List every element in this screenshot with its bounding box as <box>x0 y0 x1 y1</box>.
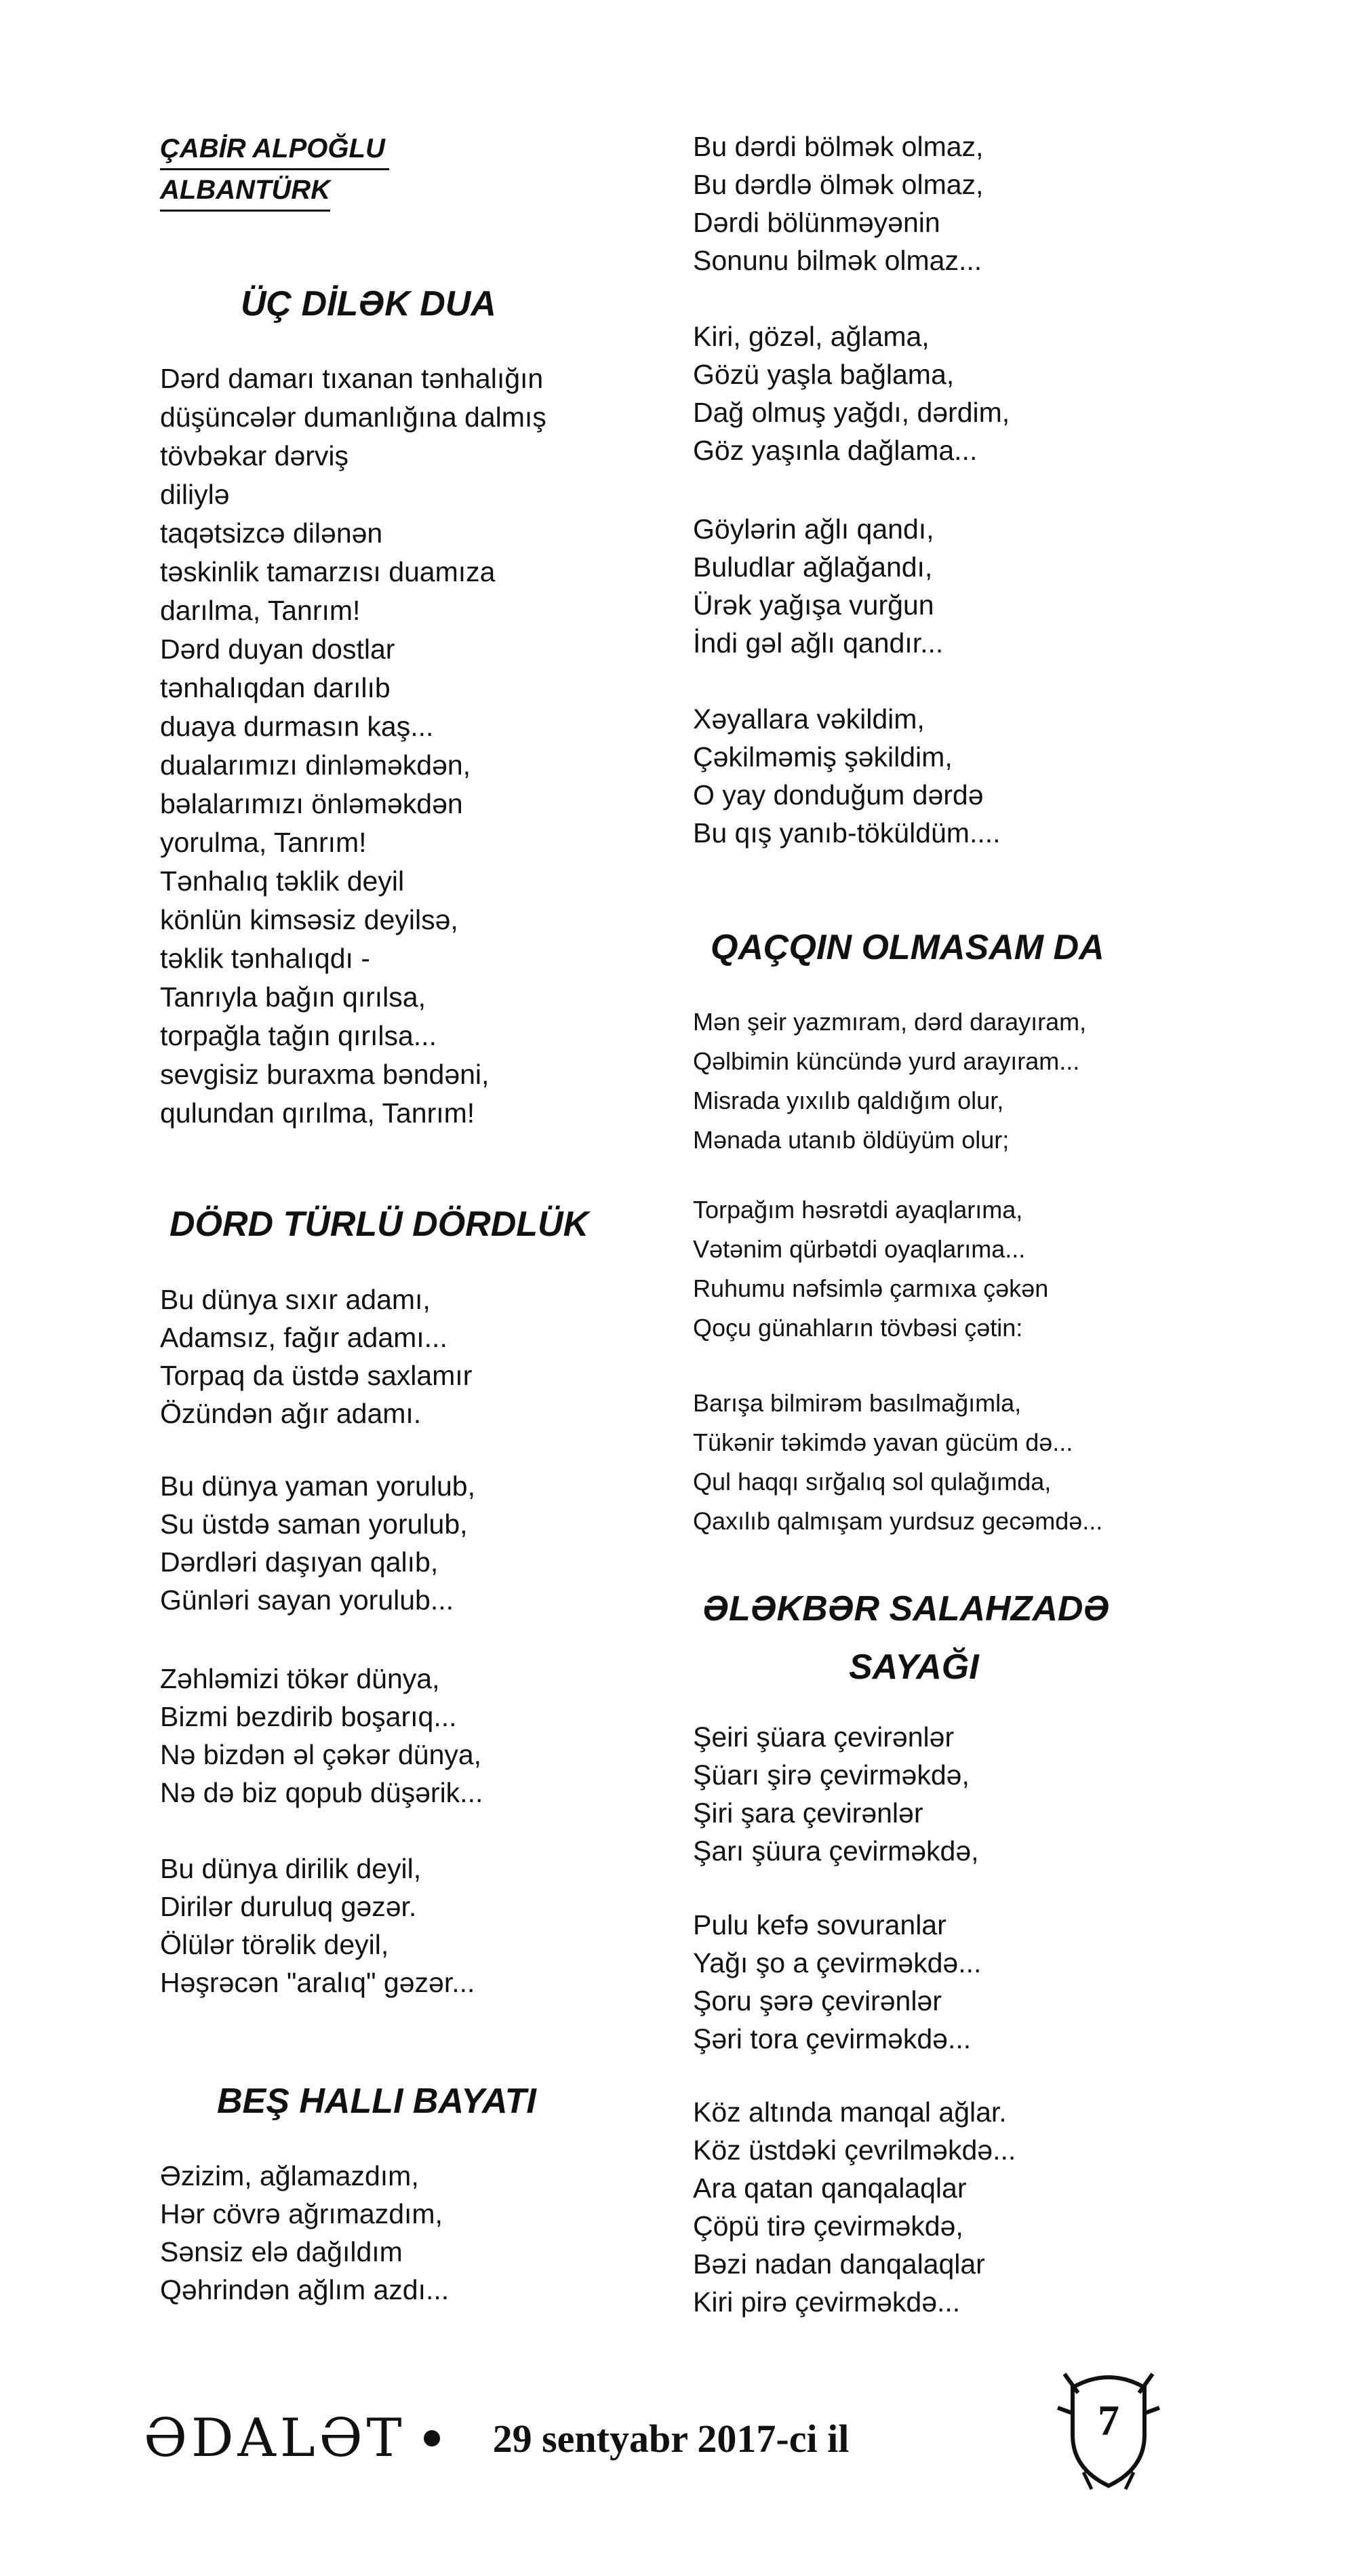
poem-line: Göylərin ağlı qandı, <box>693 513 934 545</box>
poem-line: Pulu kefə sovuranlar <box>693 1909 947 1940</box>
poem-line: Tanrıyla bağın qırılsa, <box>160 981 426 1013</box>
poem-line: Bu dünya dirilik deyil, <box>160 1853 422 1884</box>
poem-line: Bu qış yanıb-töküldüm.... <box>693 817 1001 848</box>
bullet-separator <box>424 2430 440 2446</box>
poem-line: Qaxılıb qalmışam yurdsuz gecəmdə... <box>693 1507 1103 1535</box>
newspaper-masthead: ƏDALƏT <box>144 2408 406 2469</box>
poem-line: Şüarı şirə çevirməkdə, <box>693 1759 970 1791</box>
poem-line: Ölülər törəlik deyil, <box>160 1929 389 1960</box>
poem-line: təklik tənhalıqdı - <box>160 943 370 974</box>
author-block <box>160 129 389 212</box>
poem-line: Qul haqqı sırğalıq sol qulağımda, <box>693 1468 1052 1496</box>
author-pseudonym: ALBANTÜRK <box>160 170 330 212</box>
poem-title-qacqin: QAÇQIN OLMASAM DA <box>711 928 1104 967</box>
poem-line: Zəhləmizi tökər dünya, <box>160 1663 440 1694</box>
poem-line: Ara qatan qanqalaqlar <box>693 2172 967 2204</box>
poem-line: Qəhrindən ağlım azdı... <box>160 2274 450 2305</box>
poem-line: Bu dərdlə ölmək olmaz, <box>693 169 984 200</box>
poem-line: Nə də biz qopub düşərik... <box>160 1777 483 1808</box>
poem-line: Günləri sayan yorulub... <box>160 1584 454 1616</box>
stanza <box>693 510 943 662</box>
author-name: ÇABİR ALPOĞLU <box>160 129 389 170</box>
poem-line: Özündən ağır adamı. <box>160 1398 422 1429</box>
poem-line: Nə bizdən əl çəkər dünya, <box>160 1739 482 1770</box>
poem-line: darılma, Tanrım! <box>160 595 361 626</box>
poem-line: Həşrəcən "aralıq" gəzər... <box>160 1967 475 1998</box>
poem-line: Torpağım həsrətdi ayaqlarıma, <box>693 1196 1023 1224</box>
poem-line: Göz yaşınla dağlama... <box>693 435 978 466</box>
poem-line: Torpaq da üstdə saxlamır <box>160 1360 473 1391</box>
poem-line: Gözü yaşla bağlama, <box>693 359 955 390</box>
poem-line: Kiri pirə çevirməkdə... <box>693 2286 961 2318</box>
poem-title-salahzade-line1: ƏLƏKBƏR SALAHZADƏ <box>702 1589 1110 1628</box>
poem-title-uc-dilek: ÜÇ DİLƏK DUA <box>241 284 496 324</box>
poem-line: Dərd duyan dostlar <box>160 633 395 665</box>
poem-line: Buludlar ağlağandı, <box>693 551 933 583</box>
poem-line: qulundan qırılma, Tanrım! <box>160 1097 475 1129</box>
poem-line: Mənada utanıb öldüyüm olur; <box>693 1126 1010 1154</box>
stanza <box>693 128 983 279</box>
poem-line: duaya durmasın kaş... <box>160 711 434 742</box>
poem-line: Bizmi bezdirib boşarıq... <box>160 1701 457 1732</box>
poem-line: Mən şeir yazmıram, dərd darayıram, <box>693 1008 1087 1036</box>
poem-line: Şarı şüura çevirməkdə, <box>693 1835 979 1867</box>
publication-date: 29 sentyabr 2017-ci il <box>492 2416 850 2461</box>
poem-uc-dilek <box>160 359 546 1133</box>
poem-line: Bu dərdi bölmək olmaz, <box>693 131 984 162</box>
stanza <box>693 700 1001 852</box>
poem-line: Köz altında manqal ağlar. <box>693 2096 1007 2128</box>
poem-line: Tükənir təkimdə yavan gücüm də... <box>693 1428 1073 1456</box>
poem-line: diliylə <box>160 479 230 510</box>
poem-line: sevgisiz buraxma bəndəni, <box>160 1059 490 1090</box>
stanza <box>693 1384 1102 1541</box>
poem-line: Sonunu bilmək olmaz... <box>693 245 982 276</box>
poem-line: taqətsizcə dilənən <box>160 518 383 549</box>
poem-line: Misrada yıxılıb qaldığım olur, <box>693 1087 1004 1114</box>
poem-line: Şoru şərə çevirənlər <box>693 1985 942 2016</box>
stanza <box>693 1718 979 1870</box>
poem-line: Əzizim, ağlamazdım, <box>160 2160 419 2191</box>
page-number: 7 <box>1098 2396 1119 2444</box>
stanza <box>693 2093 1016 2321</box>
stanza <box>160 1467 475 1619</box>
poem-title-salahzade-line2: SAYAĞI <box>849 1647 979 1687</box>
poem-line: Sənsiz elə dağıldım <box>160 2236 403 2267</box>
stanza <box>693 1190 1048 1348</box>
stanza <box>693 1906 981 2058</box>
poem-line: Dağ olmuş yağdı, dərdim, <box>693 397 1010 428</box>
poem-line: Barışa bilmirəm basılmağımla, <box>693 1389 1022 1417</box>
stanza <box>693 317 1010 469</box>
poem-line: Adamsız, fağır adamı... <box>160 1322 447 1353</box>
page-footer <box>144 2398 1188 2479</box>
poem-line: Qoçu günahların tövbəsi çətin: <box>693 1314 1023 1342</box>
poem-line: Bəzi nadan danqalaqlar <box>693 2248 985 2280</box>
poem-line: tövbəkar dərviş <box>160 440 349 471</box>
stanza <box>160 2157 449 2309</box>
poem-line: Bu dünya yaman yorulub, <box>160 1470 475 1502</box>
page-number-emblem <box>1051 2360 1166 2496</box>
poem-line: Ruhumu nəfsimlə çarmıxa çəkən <box>693 1274 1049 1302</box>
poem-line: Yağı şo a çevirməkdə... <box>693 1947 982 1978</box>
poem-line: Dirilər duruluq gəzər. <box>160 1891 417 1922</box>
poem-line: tənhalıqdan darılıb <box>160 672 391 703</box>
poem-line: Kiri, gözəl, ağlama, <box>693 321 930 352</box>
poem-line: Vətənim qürbətdi oyaqlarıma... <box>693 1235 1026 1263</box>
poem-line: Hər cövrə ağrımazdım, <box>160 2198 443 2229</box>
poem-line: təskinlik tamarzısı duamıza <box>160 556 496 587</box>
poem-line: Qəlbimin küncündə yurd arayıram... <box>693 1047 1080 1075</box>
poem-title-dord-turlu: DÖRD TÜRLÜ DÖRDLÜK <box>170 1205 589 1244</box>
stanza <box>693 1002 1086 1160</box>
poem-line: Çöpü tirə çevirməkdə, <box>693 2210 963 2242</box>
poem-line: Su üstdə saman yorulub, <box>160 1508 468 1540</box>
poem-line: Şəri tora çevirməkdə... <box>693 2023 972 2054</box>
poem-line: yorulma, Tanrım! <box>160 827 367 858</box>
poem-line: Dərdləri daşıyan qalıb, <box>160 1546 439 1578</box>
poem-title-bes-halli: BEŞ HALLI BAYATI <box>217 2082 536 2121</box>
poem-line: Çəkilməmiş şəkildim, <box>693 741 953 773</box>
poem-line: Şeiri şüara çevirənlər <box>693 1721 955 1753</box>
poem-line: Köz üstdəki çevrilməkdə... <box>693 2134 1016 2166</box>
stanza <box>160 1660 483 1812</box>
poem-line: düşüncələr dumanlığına dalmış <box>160 402 546 433</box>
poem-line: torpağla tağın qırılsa... <box>160 1020 437 1051</box>
poem-line: Xəyallara vəkildim, <box>693 703 925 735</box>
stanza <box>160 1281 472 1432</box>
poem-line: Dərdi bölünməyənin <box>693 207 940 238</box>
poem-line: Dərd damarı tıxanan tənhalığın <box>160 363 544 394</box>
poem-line: bəlalarımızı önləməkdən <box>160 788 463 819</box>
poem-line: Tənhalıq təklik deyil <box>160 865 405 897</box>
poem-line: Ürək yağışa vurğun <box>693 589 934 621</box>
poem-line: İndi gəl ağlı qandır... <box>693 627 944 659</box>
poem-line: O yay donduğum dərdə <box>693 779 984 811</box>
poem-line: Şiri şara çevirənlər <box>693 1797 923 1829</box>
stanza <box>160 1850 475 2002</box>
poem-line: Bu dünya sıxır adamı, <box>160 1284 431 1315</box>
poem-line: könlün kimsəsiz deyilsə, <box>160 904 458 935</box>
poem-line: dualarımızı dinləməkdən, <box>160 749 471 781</box>
